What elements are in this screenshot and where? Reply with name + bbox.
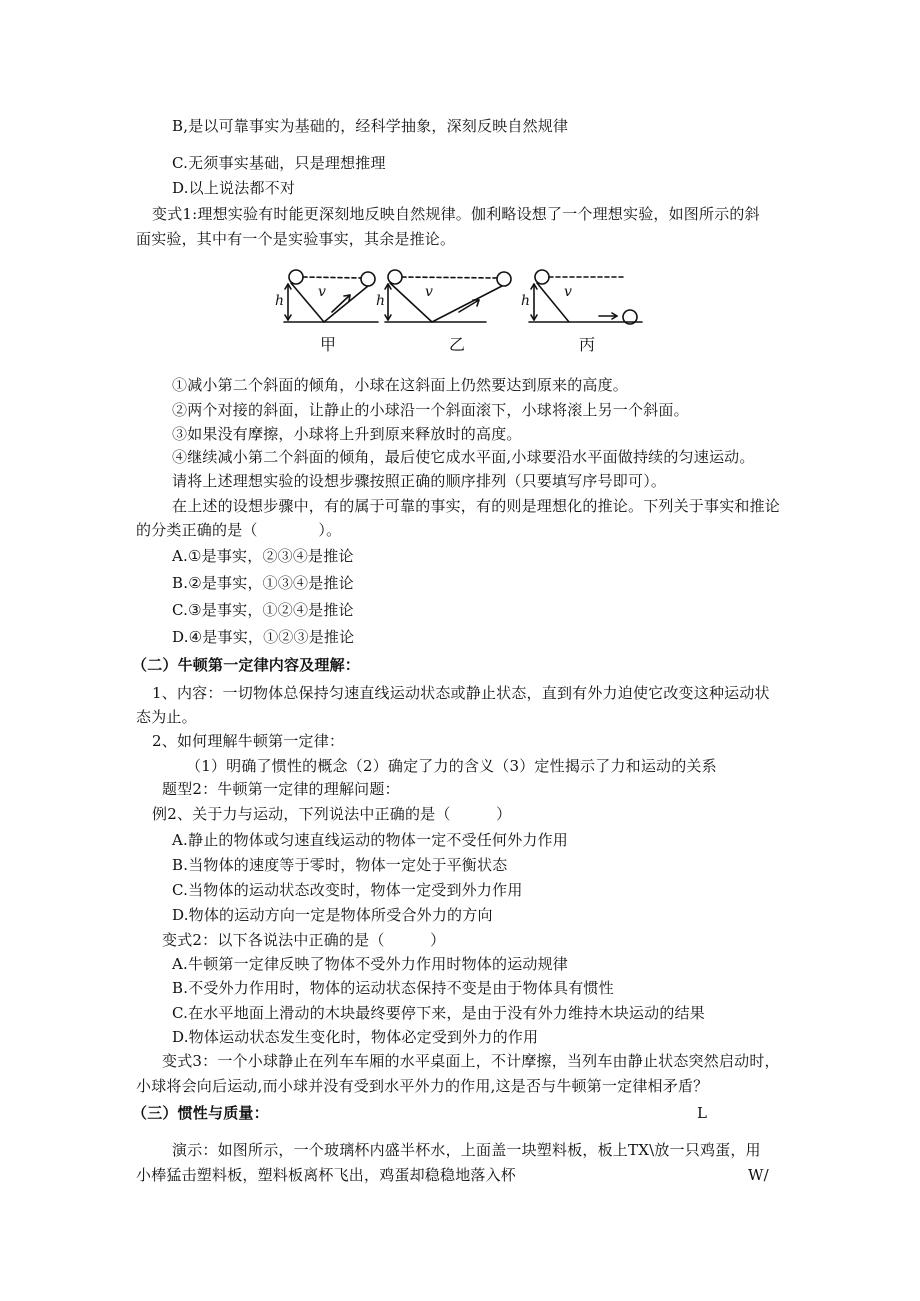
margin-mark: W/ bbox=[748, 1166, 769, 1184]
height-label: h bbox=[275, 293, 285, 309]
text-line: 面实验，其中有一个是实验事实，其余是推论。 bbox=[136, 230, 456, 248]
height-label: h bbox=[521, 293, 531, 309]
text-line: ④继续减小第二个斜面的倾角，最后使它成水平面,小球要沿水平面做持续的匀速运动。 bbox=[172, 448, 755, 466]
text-line: 态为止。 bbox=[136, 708, 197, 726]
text-line: ①减小第二个斜面的倾角，小球在这斜面上仍然要达到原来的高度。 bbox=[172, 376, 629, 394]
text-line: 小棒猛击塑料板，塑料板离杯飞出，鸡蛋却稳稳地落入杯 bbox=[136, 1166, 517, 1184]
text-line: 变式3：一个小球静止在列车车厢的水平桌面上，不计摩擦，当列车由静止状态突然启动时， bbox=[162, 1052, 780, 1070]
text-line: ②两个对接的斜面，让静止的小球沿一个斜面滚下，小球将滚上另一个斜面。 bbox=[172, 401, 689, 419]
ball-icon bbox=[535, 270, 549, 284]
text-line: 1、内容：一切物体总保持匀速直线运动状态或静止状态，直到有外力迫使它改变这种运动状 bbox=[152, 684, 770, 702]
text-line: 题型2：牛顿第一定律的理解问题： bbox=[162, 780, 400, 798]
text-line: 变式1:理想实验有时能更深刻地反映自然规律。伽利略设想了一个理想实验，如图所示的斜 bbox=[152, 205, 760, 223]
text-line: 在上述的设想步骤中，有的属于可靠的事实，有的则是理想化的推论。下列关于事实和推论 bbox=[172, 497, 781, 515]
text-line: D.④是事实，①②③是推论 bbox=[172, 628, 355, 646]
text-line: 变式2：以下各说法中正确的是（ ） bbox=[162, 931, 446, 949]
text-line: C.在水平地面上滑动的木块最终要停下来，是由于没有外力维持木块运动的结果 bbox=[172, 1004, 705, 1022]
text-line: 例2、关于力与运动，下列说法中正确的是（ ） bbox=[152, 805, 512, 823]
velocity-label: v bbox=[318, 284, 326, 300]
text-line: 演示：如图所示，一个玻璃杯内盛半杯水，上面盖一块塑料板，板上TX\放一只鸡蛋，用 bbox=[172, 1141, 761, 1159]
ball-icon bbox=[289, 270, 303, 284]
velocity-label: v bbox=[425, 284, 433, 300]
text-line: B.当物体的速度等于零时，物体一定处于平衡状态 bbox=[172, 856, 508, 874]
text-line: C.③是事实，①②④是推论 bbox=[172, 601, 354, 619]
text-line: D.物体的运动方向一定是物体所受合外力的方向 bbox=[172, 906, 493, 924]
text-line: B,是以可靠事实为基础的，经科学抽象，深刻反映自然规律 bbox=[172, 117, 569, 135]
ball-icon bbox=[361, 272, 375, 286]
text-line: 小球将会向后运动,而小球并没有受到水平外力的作用,这是否与牛顿第一定律相矛盾？ bbox=[136, 1077, 709, 1095]
galileo-incline-figure bbox=[274, 262, 654, 362]
figure-caption: 乙 bbox=[449, 335, 466, 354]
text-line: B.不受外力作用时，物体的运动状态保持不变是由于物体具有惯性 bbox=[172, 979, 614, 997]
text-line: A.静止的物体或匀速直线运动的物体一定不受任何外力作用 bbox=[172, 831, 569, 849]
text-line: A.牛顿第一定律反映了物体不受外力作用时物体的运动规律 bbox=[172, 955, 569, 973]
text-line: A.①是事实，②③④是推论 bbox=[172, 547, 354, 565]
section-heading: （二）牛顿第一定律内容及理解： bbox=[132, 656, 361, 674]
text-line: C.当物体的运动状态改变时，物体一定受到外力作用 bbox=[172, 881, 523, 899]
figure-caption: 丙 bbox=[579, 335, 596, 354]
text-line: 2、如何理解牛顿第一定律： bbox=[152, 732, 345, 750]
text-line: C.无须事实基础，只是理想推理 bbox=[172, 154, 386, 172]
text-line: D.以上说法都不对 bbox=[172, 179, 296, 197]
ball-icon bbox=[497, 272, 511, 286]
margin-mark: L bbox=[697, 1104, 708, 1122]
text-line: B.②是事实，①③④是推论 bbox=[172, 574, 354, 592]
text-line: （1）明确了惯性的概念（2）确定了力的含义（3）定性揭示了力和运动的关系 bbox=[186, 757, 717, 775]
text-line: 请将上述理想实验的设想步骤按照正确的顺序排列（只要填写序号即可）。 bbox=[172, 472, 667, 490]
velocity-label: v bbox=[564, 284, 572, 300]
figure-caption: 甲 bbox=[320, 335, 337, 354]
ball-icon bbox=[388, 270, 402, 284]
text-line: D.物体运动状态发生变化时，物体必定受到外力的作用 bbox=[172, 1028, 539, 1046]
height-label: h bbox=[376, 293, 386, 309]
text-line: 的分类正确的是（ ）。 bbox=[136, 521, 342, 539]
text-line: ③如果没有摩擦，小球将上升到原来释放时的高度。 bbox=[172, 425, 522, 443]
section-heading: （三）惯性与质量： bbox=[132, 1104, 269, 1122]
